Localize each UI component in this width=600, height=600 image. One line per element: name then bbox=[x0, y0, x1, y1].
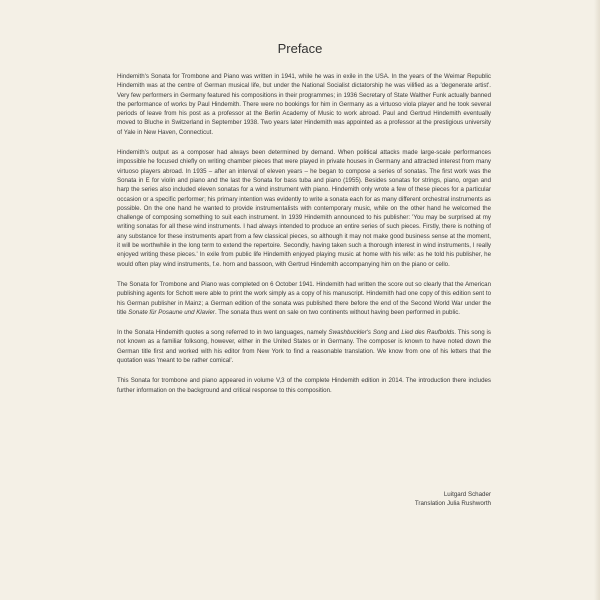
paragraph-3-text-a: The Sonata for Trombone and Piano was completed on 6 October 1941. Hindemith had written the score out so clearly that the American publishing agents for Schott were able to print the work simply as a copy of his manuscript. Hindemith had one copy of this edition sent to his German publisher in Mainz; a German edition of the sonata was published there before the end of the Second World War under the title bbox=[117, 280, 491, 316]
paragraph-4-text-a: In the Sonata Hindemith quotes a song referred to in two languages, namely bbox=[117, 329, 329, 337]
author-name: Luitgard Schader bbox=[443, 491, 491, 498]
paragraph-4-italic-song-en: Swashbuckler's Song bbox=[328, 329, 388, 337]
translator-credit: Translation Julia Rushworth bbox=[414, 500, 491, 508]
preface-body bbox=[117, 72, 491, 404]
paragraph-3-italic-title: Sonate für Posaune und Klavier bbox=[128, 308, 215, 316]
page-title: Preface bbox=[277, 41, 323, 56]
paragraph-4-and: and bbox=[387, 329, 402, 337]
paragraph-3-text-b: . The sonata thus went on sale on two continents without having been performed in public. bbox=[214, 308, 460, 316]
page-edge-shadow bbox=[594, 0, 600, 600]
signature-block bbox=[415, 490, 491, 509]
paragraph-5: This Sonata for trombone and piano appeared in volume V,3 of the complete Hindemith edition in 2014. The introduction there includes further information on the background and critical response to this composition. bbox=[117, 377, 491, 394]
paragraph-1: Hindemith's Sonata for Trombone and Piano was written in 1941, while he was in exile in the USA. In the years of the Weimar Republic Hindemith was at the centre of German musical life, but under the National Socialist dictatorship he was vilified as a 'degenerate artist'. Very few performers in Germany featured his compositions in their programmes; in 1936 Secretary of State Walther Funk actually banned the performance of works by Paul Hindemith. There were no bookings for him in Germany as a virtuoso viola player and he took several periods of leave from his post as a professor at the Berlin Academy of Music to work abroad. Paul and Gertrud Hindemith eventually moved to Bluche in Switzerland in September 1938. Two years later Hindemith was appointed as a professor at the prestigious university of Yale in New Haven, Connecticut. bbox=[117, 73, 491, 136]
paragraph-3 bbox=[117, 280, 491, 317]
paragraph-4 bbox=[117, 328, 491, 365]
paragraph-4-italic-song-de: Lied des Raufbolds bbox=[401, 329, 455, 337]
paragraph-2: Hindemith's output as a composer had always been determined by demand. When political attacks made large-scale performances impossible he focused chiefly on writing chamber pieces that were played in private houses in Germany and attracted interest from many virtuoso players abroad. In 1935 – after an interval of eleven years – he began to compose a series of sonatas. The first work was the Sonata in E for violin and piano and the last the Sonata for bass tuba and piano (1955). Besides sonatas for strings, piano, organ and harp the series also included eleven sonatas for a wind instrument with piano. Hindemith only wrote a few of these pieces for a particular occasion or a specific performer; his primary intention was evidently to write a sonata each for as many different orchestral instruments as possible. On the one hand he wanted to provide instrumentalists with contemporary music, while on the other hand he welcomed the challenge of composing something to suit each instrument. In 1939 Hindemith announced to his publisher: 'You may be surprised at my writing sonatas for all these wind instruments. I had always intended to produce an entire series of such pieces. Firstly, there is nothing of any substance for these instruments apart from a few classical pieces, so although it may not make good business sense at the moment, it will be worthwhile in the long term to extend the repertoire. Secondly, having taken such a thorough interest in wind instruments, I really enjoyed writing these pieces.' In exile from public life Hindemith enjoyed playing music at home with his wife: as he told his publisher, he would often play wind instruments, f.e. horn and bassoon, with Gertrud Hindemith accompanying him on the piano or cello. bbox=[117, 149, 491, 268]
paragraph-4-text-b: . This song is not known as a familiar folksong, however, either in the United States or in Germany. The composer is known to have noted down the German title first and worked with his editor from New York to find a reasonable translation. We know from one of his letters that the quotation was 'meant to be rather comical'. bbox=[117, 329, 491, 365]
